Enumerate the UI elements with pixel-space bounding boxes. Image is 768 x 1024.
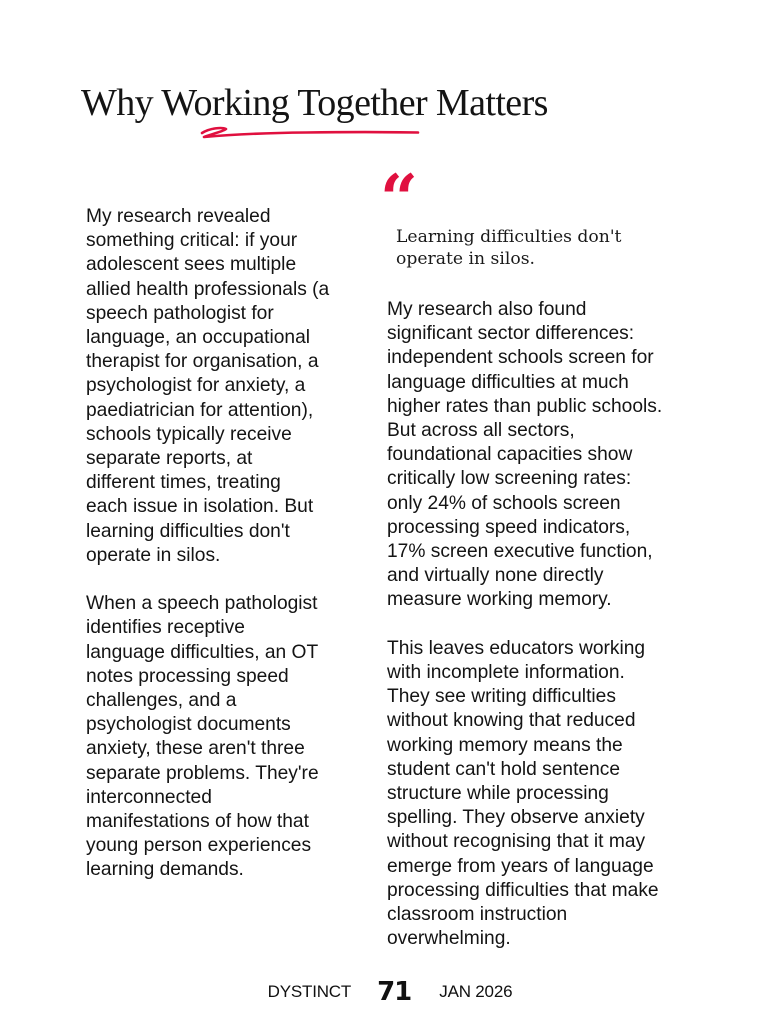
text-line: separate problems. They're (86, 762, 319, 784)
text-line: psychologist documents (86, 714, 291, 736)
text-line: higher rates than public schools. (387, 395, 663, 417)
text-line: separate reports, at (86, 448, 253, 470)
text-line: But across all sectors, (387, 420, 575, 442)
magazine-name: DYSTINCT (267, 982, 352, 1001)
text-line: independent schools screen for (387, 347, 654, 369)
red-brush-underline (196, 124, 420, 142)
page-footer (0, 976, 768, 1008)
text-line: challenges, and a (86, 690, 237, 712)
text-line: language difficulties, an OT (86, 641, 319, 663)
text-line: 17% screen executive function, (387, 541, 653, 563)
left-paragraph-2 (86, 592, 376, 882)
text-line: emerge from years of language (387, 855, 654, 877)
text-line: identifies receptive (86, 617, 245, 639)
text-line: student can't hold sentence (387, 758, 621, 780)
text-line: therapist for organisation, a (86, 351, 319, 373)
text-line: This leaves educators working (387, 637, 646, 659)
text-line: structure while processing (387, 783, 609, 805)
text-line: interconnected (86, 786, 212, 808)
paragraph-spacer (387, 613, 687, 637)
text-line: with incomplete information. (387, 662, 625, 684)
text-line: They see writing difficulties (387, 686, 616, 708)
text-line: classroom instruction (387, 904, 568, 926)
text-line: without knowing that reduced (387, 710, 636, 732)
issue-date: JAN 2026 (439, 982, 513, 1001)
text-line: language difficulties at much (387, 371, 629, 393)
text-line: spelling. They observe anxiety (387, 807, 645, 829)
text-line: something critical: if your (86, 230, 298, 252)
text-line: My research also found (387, 299, 587, 320)
text-line: measure working memory. (387, 589, 612, 611)
text-line: speech pathologist for (86, 302, 274, 324)
text-line: working memory means the (387, 734, 623, 756)
text-line: different times, treating (86, 472, 281, 494)
text-line: language, an occupational (86, 327, 311, 349)
text-line: operate in silos. (86, 544, 221, 566)
right-column (387, 298, 687, 951)
text-line: notes processing speed (86, 665, 289, 687)
text-line: adolescent sees multiple (86, 254, 297, 276)
left-paragraph-1 (86, 205, 376, 568)
right-paragraph-1 (387, 298, 687, 613)
text-line: overwhelming. (387, 928, 511, 950)
text-line: learning difficulties don't (86, 520, 290, 542)
text-line: psychologist for anxiety, a (86, 375, 306, 397)
text-line: without recognising that it may (387, 831, 646, 853)
text-line: critically low screening rates: (387, 468, 632, 490)
article-title: Why Working Together Matters (81, 82, 548, 124)
text-line: processing difficulties that make (387, 879, 659, 901)
quotation-mark-icon: “ (380, 160, 418, 238)
text-line: each issue in isolation. But (86, 496, 314, 518)
text-line: allied health professionals (a (86, 278, 330, 300)
left-column (86, 205, 376, 883)
text-line: young person experiences (86, 835, 312, 857)
paragraph-spacer (86, 568, 376, 592)
pull-quote (396, 226, 696, 270)
pull-quote-line: operate in silos. (396, 249, 536, 269)
text-line: foundational capacities show (387, 444, 633, 466)
text-line: processing speed indicators, (387, 516, 631, 538)
text-line: When a speech pathologist (86, 593, 318, 615)
page-number: 71 (377, 977, 412, 1007)
text-line: manifestations of how that (86, 811, 309, 833)
text-line: significant sector differences: (387, 323, 635, 345)
text-line: only 24% of schools screen (387, 492, 621, 514)
right-paragraph-2 (387, 637, 687, 952)
text-line: schools typically receive (86, 423, 292, 445)
text-line: learning demands. (86, 859, 244, 881)
text-line: paediatrician for attention), (86, 399, 314, 421)
text-line: My research revealed (86, 206, 271, 227)
text-line: and virtually none directly (387, 565, 604, 587)
pull-quote-line: Learning difficulties don't (396, 227, 622, 247)
text-line: anxiety, these aren't three (86, 738, 305, 760)
